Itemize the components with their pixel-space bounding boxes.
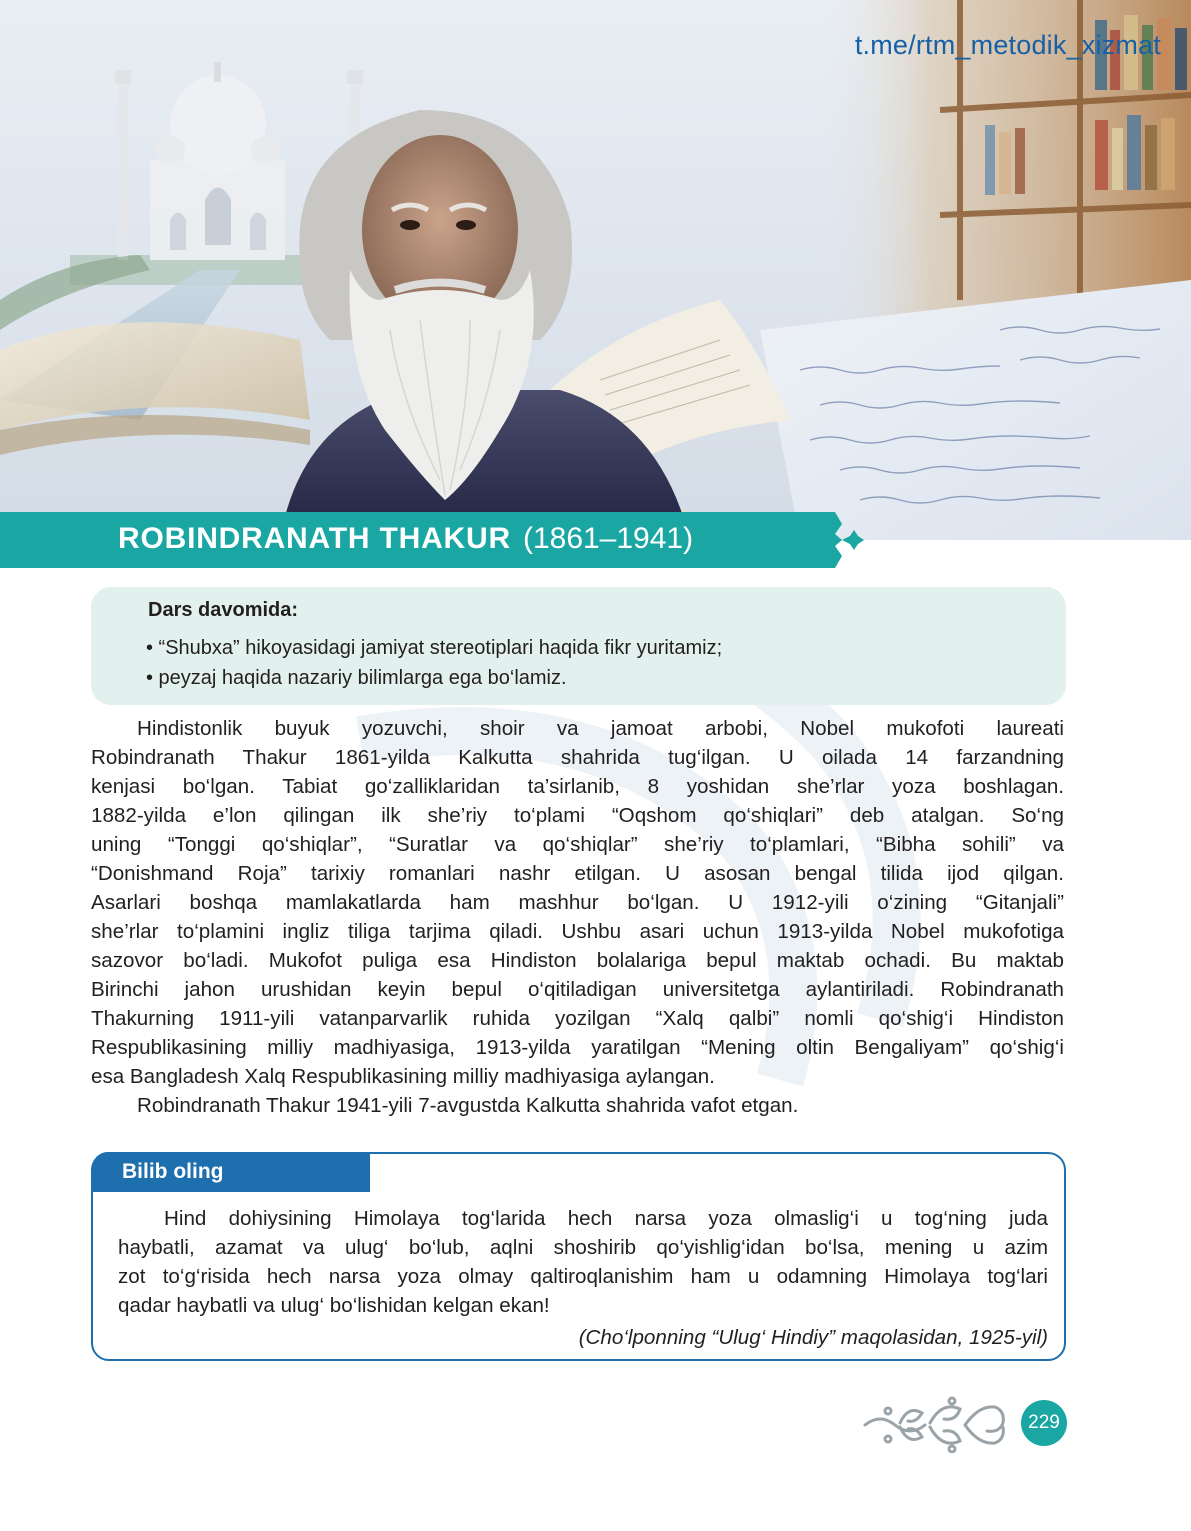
quote-line: qadar haybatli va ulug‘ bo‘lishidan kelgan ekan!: [118, 1294, 550, 1317]
quote-line: haybatli, azamat va ulug‘ bo‘lub, aqlni shoshirib qo‘yishlig‘idan bo‘lsa, mening u azim: [118, 1236, 1048, 1259]
text-line: uning “Tonggi qo‘shiqlar”, “Suratlar va qo‘shiqlar” she’riy to‘plamlari, “Bibha sohili” va: [91, 833, 1064, 856]
text-line: Respublikasining milliy madhiyasiga, 1913-yilda yaratilgan “Mening oltin Bengaliyam” qo‘shig‘i: [91, 1036, 1064, 1059]
header-illustration: [0, 0, 1191, 540]
text-line: Hindistonlik buyuk yozuvchi, shoir va jamoat arbobi, Nobel mukofoti laureati: [137, 717, 1064, 740]
goals-item: • peyzaj haqida nazariy bilimlarga ega bo‘lamiz.: [146, 667, 567, 689]
author-title: [118, 522, 693, 556]
text-line: Robindranath Thakur 1861-yilda Kalkutta shahrida tug‘ilgan. U oilada 14 farzandning: [91, 746, 1064, 769]
author-name: ROBINDRANATH THAKUR: [118, 522, 511, 555]
text-line: she’rlar to‘plamini ingliz tiliga tarjima qiladi. Ushbu asari uchun 1913-yilda Nobel mukofotiga: [91, 920, 1064, 943]
text-line: esa Bangladesh Xalq Respublikasining milliy madhiyasiga aylangan.: [91, 1065, 715, 1088]
text-line: Asarlari boshqa mamlakatlarda ham mashhur bo‘lgan. U 1912-yili o‘zining “Gitanjali”: [91, 891, 1064, 914]
text-line: 1882-yilda e’lon qilingan ilk she’riy to‘plami “Oqshom qo‘shiqlari” deb atalgan. So‘ng: [91, 804, 1064, 827]
biography-text: [91, 714, 1064, 1120]
text-line: kenjasi bo‘lgan. Tabiat go‘zalliklaridan ta’sirlanib, 8 yoshidan she’rlar yoza boshlagan.: [91, 775, 1064, 798]
page-ornament: [860, 1393, 1025, 1453]
text-line: Birinchi jahon urushidan keyin bepul o‘qitiladigan universitetga aylantiriladi. Robindranath: [91, 978, 1064, 1001]
lesson-goals-box: [91, 587, 1066, 705]
page-number: 229: [1021, 1400, 1067, 1446]
text-line: Robindranath Thakur 1941-yili 7-avgustda Kalkutta shahrida vafot etgan.: [137, 1094, 799, 1117]
quote-line: Hind dohiysining Himolaya tog‘larida hech narsa yoza olmaslig‘i u tog‘ning juda: [164, 1207, 1048, 1230]
info-quote: [118, 1204, 1048, 1320]
author-years: (1861–1941): [522, 522, 694, 555]
goals-item: • “Shubxa” hikoyasidagi jamiyat stereotiplari haqida fikr yuritamiz;: [146, 637, 723, 659]
quote-source: (Cho‘lponning “Ulug‘ Hindiy” maqolasidan, 1925-yil): [578, 1326, 1048, 1349]
goals-heading: Dars davomida:: [148, 599, 299, 621]
text-line: Thakurning 1911-yili vatanparvarlik ruhida yozilgan “Xalq qalbi” nomli qo‘shig‘i Hindiston: [91, 1007, 1064, 1030]
quote-line: zot to‘g‘risida hech narsa yoza olmay qaltiroqlanishim ham u odamning Himolaya tog‘lari: [118, 1265, 1048, 1288]
text-line: “Donishmand Roja” tarixiy romanlari nashr etilgan. U asosan bengal tilida ijod qilgan.: [91, 862, 1064, 885]
telegram-link[interactable]: t.me/rtm_metodik_xizmat: [854, 30, 1161, 60]
title-band-ornament: [820, 512, 870, 568]
collage-illustration: [0, 0, 1191, 540]
info-tab-label: Bilib oling: [122, 1160, 224, 1183]
text-line: sazovor bo‘ladi. Mukofot puliga esa Hindiston bolalariga bepul maktab ochadi. Bu maktab: [91, 949, 1064, 972]
